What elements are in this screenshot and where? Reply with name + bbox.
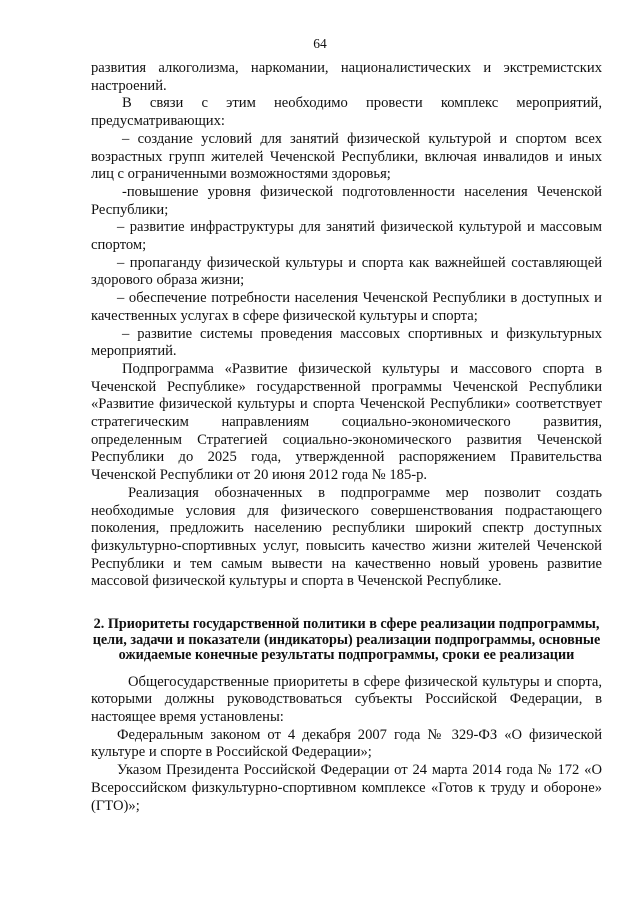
list-item: – создание условий для занятий физической культурой и спортом всех возрастных групп жителей Чеченской Республики, включая инвалидов и иных лиц с ограниченными возможностями здоровья; xyxy=(91,130,602,183)
list-item: – обеспечение потребности населения Чеченской Республики в доступных и качественных услугах в сфере физической культуры и спорта; xyxy=(91,290,602,324)
page-number: 64 xyxy=(313,36,327,51)
paragraph: Подпрограмма «Развитие физической культуры и массового спорта в Чеченской Республике» государственной программы Чеченской Республики «Развитие физической культуры и спорта Чеченской Республики» соответствует стратегическим направлениям социально-экономического развития, определенным Стратегией социально-экономического развития Чеченской Республики до 2025 года, утвержденной распоряжением Правительства Чеченской Республики от 20 июня 2012 года № 185-р. xyxy=(91,360,602,484)
section-heading: 2. Приоритеты государственной политики в сфере реализации подпрограммы, цели, задачи и показатели (индикаторы) реализации подпрограммы, основные ожидаемые конечные результаты подпрограммы, сроки ее реализации xyxy=(92,616,601,664)
paragraph: Реализация обозначенных в подпрограмме мер позволит создать необходимые условия для физического совершенствования подрастающего поколения, предложить населению республики широкий спектр доступных физкультурно-спортивных услуг, повысить качество жизни жителей Чеченской Республики и тем самым вывести на качественно новый уровень развитие массовой физической культуры и спорта в Чеченской Республике. xyxy=(91,484,602,590)
paragraph: Указом Президента Российской Федерации от 24 марта 2014 года № 172 «О Всероссийском физкультурно-спортивном комплексе «Готов к труду и обороне» (ГТО)»; xyxy=(91,762,602,814)
document-body xyxy=(91,60,602,815)
list-item: – развитие инфраструктуры для занятий физической культурой и массовым спортом; xyxy=(91,219,602,254)
paragraph: развития алкоголизма, наркомании, националистических и экстремистских настроений. xyxy=(91,60,602,94)
list-item: – развитие системы проведения массовых спортивных и физкультурных мероприятий. xyxy=(91,325,602,360)
paragraph: В связи с этим необходимо провести комплекс мероприятий, предусматривающих: xyxy=(91,95,602,130)
paragraph: Федеральным законом от 4 декабря 2007 года № 329-ФЗ «О физической культуре и спорте в Российской Федерации»; xyxy=(91,726,602,761)
paragraph: Общегосударственные приоритеты в сфере физической культуры и спорта, которыми должны руководствоваться субъекты Российской Федерации, в настоящее время установлены: xyxy=(91,673,602,725)
list-item: – пропаганду физической культуры и спорта как важнейшей составляющей здорового образа жизни; xyxy=(91,254,602,289)
list-item: -повышение уровня физической подготовленности населения Чеченской Республики; xyxy=(91,183,602,218)
